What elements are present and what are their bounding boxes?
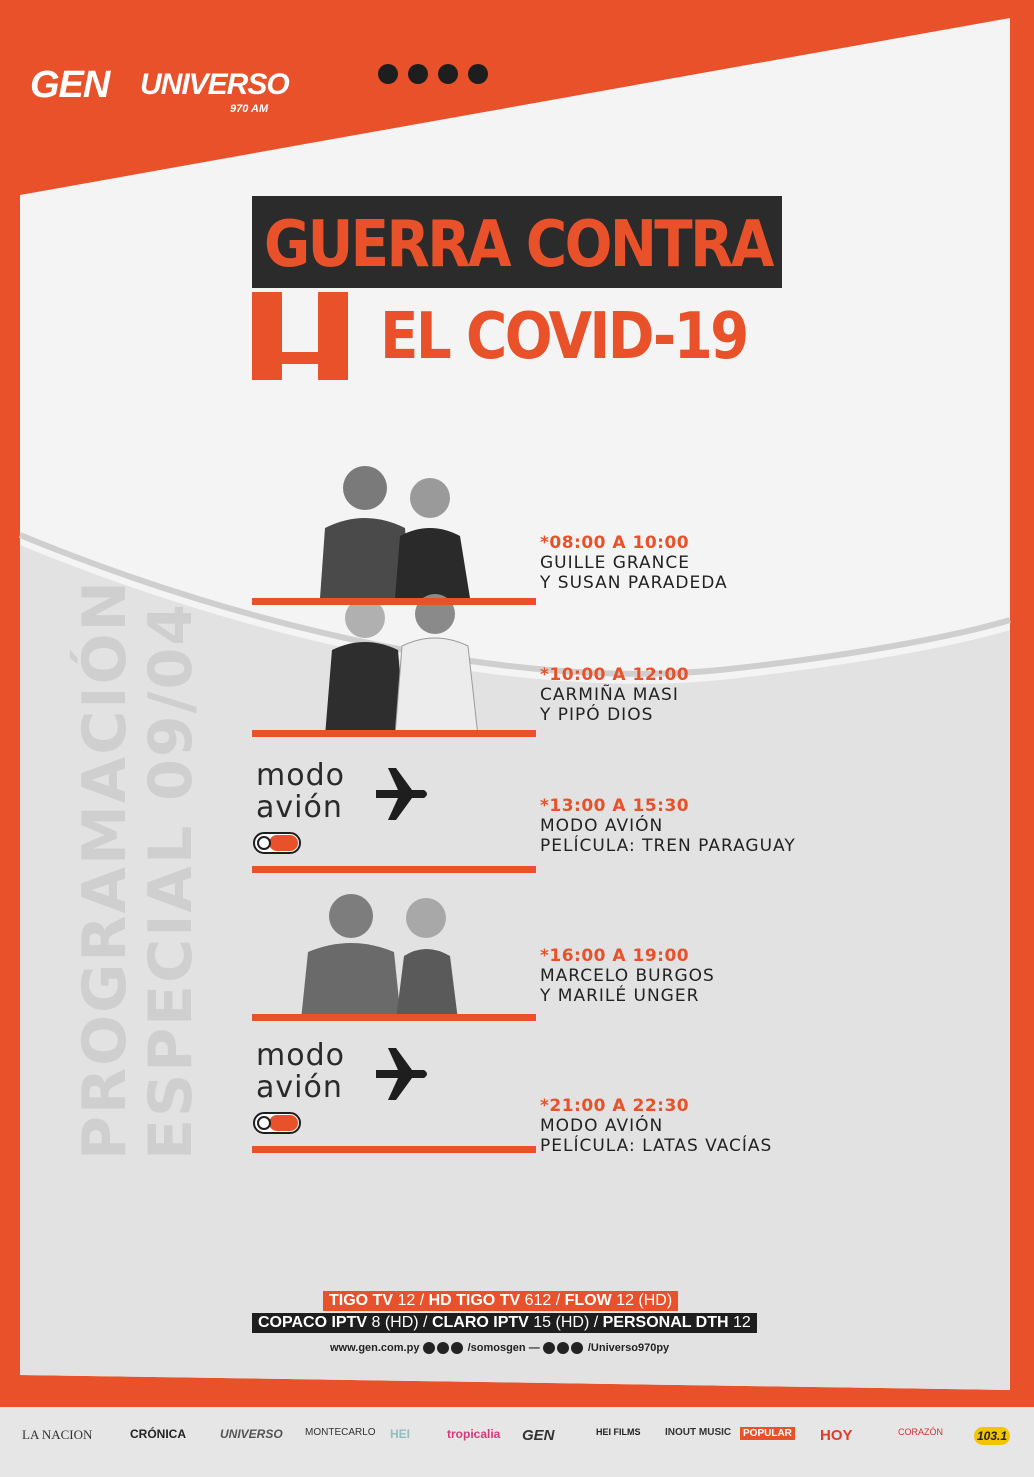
side-heading-line2: ESPECIAL 09/04: [136, 602, 206, 1160]
title-line-2: EL COVID-19: [380, 300, 747, 374]
facebook-icon[interactable]: [571, 1342, 583, 1354]
social-handle-2[interactable]: /Universo970py: [587, 1342, 670, 1354]
brand-hei: HEI: [390, 1427, 411, 1441]
side-heading: [72, 579, 204, 1160]
divider-bar-1: [252, 598, 536, 605]
youtube-icon[interactable]: [423, 1342, 435, 1354]
brand-hei-films: HEI FILMS: [596, 1427, 641, 1437]
schedule-slot-4: [540, 946, 940, 1006]
hosts-photo-2: [310, 588, 490, 736]
schedule-slot-1: [540, 533, 940, 593]
schedule-slot-5: [540, 1096, 940, 1156]
brand-inout-music: INOUT MUSIC: [665, 1427, 732, 1438]
channels-row-1: [323, 1291, 678, 1311]
divider-bar-2: [252, 730, 536, 737]
modo-avion-logo-2-line2: avión: [256, 1070, 343, 1105]
channel-number: 12: [728, 1314, 751, 1331]
toggle-icon: [253, 832, 301, 854]
modo-avion-logo-2-line1: modo: [256, 1038, 345, 1073]
brand-popular: POPULAR: [740, 1427, 795, 1440]
modo-avion-logo-1-line1: modo: [256, 758, 345, 793]
channels-row-2: [252, 1313, 757, 1333]
slot-line1: MARCELO BURGOS: [540, 966, 715, 986]
airplane-icon: [372, 1046, 430, 1102]
channel-name: COPACO IPTV: [258, 1314, 368, 1331]
brand-1031: 103.1: [974, 1427, 1010, 1445]
divider-bar-3: [252, 866, 536, 873]
slot-time: *08:00 A 10:00: [540, 533, 690, 553]
slot-line1: CARMIÑA MASI: [540, 685, 679, 705]
brand-hoy: HOY: [820, 1427, 853, 1444]
dots-decoration: [375, 60, 505, 90]
slot-line1: GUILLE GRANCE: [540, 553, 690, 573]
slot-line2: PELÍCULA: TREN PARAGUAY: [540, 836, 796, 856]
channel-number: 12 /: [393, 1292, 429, 1309]
airplane-icon: [372, 766, 430, 822]
hosts-photo-3: [296, 886, 486, 1020]
channel-number: 612 /: [520, 1292, 565, 1309]
slot-line2: Y SUSAN PARADEDA: [540, 573, 728, 593]
brand-universo: UNIVERSO: [220, 1427, 283, 1441]
gen-logo: GEN: [30, 64, 110, 106]
schedule-slot-3: [540, 796, 940, 856]
slot-time: *10:00 A 12:00: [540, 665, 690, 685]
channel-number: 15 (HD) /: [528, 1314, 603, 1331]
instagram-icon[interactable]: [437, 1342, 449, 1354]
modo-avion-logo-1: [256, 760, 345, 824]
channel-name: PERSONAL DTH: [602, 1314, 729, 1331]
divider-bar-4: [252, 1014, 536, 1021]
channel-name: CLARO IPTV: [431, 1314, 529, 1331]
brand-montecarlo: MONTECARLO: [305, 1427, 376, 1438]
social-handle-1[interactable]: /somosgen: [467, 1342, 526, 1354]
toggle-icon: [253, 1112, 301, 1134]
universo-band: 970 AM: [230, 103, 269, 115]
slot-line1: MODO AVIÓN: [540, 1116, 664, 1136]
channel-name: HD TIGO TV: [428, 1292, 521, 1309]
slot-line2: Y MARILÉ UNGER: [540, 986, 700, 1006]
brand-tropicalia: tropicalia: [447, 1427, 501, 1441]
side-heading-line1: PROGRAMACIÓN: [70, 579, 140, 1160]
modo-avion-logo-2: [256, 1040, 345, 1104]
brand-corazon: CORAZÓN: [898, 1427, 943, 1437]
title-line-1: GUERRA CONTRA: [264, 208, 772, 282]
plus-icon: [252, 292, 348, 380]
brand-cronica: CRÓNICA: [130, 1427, 186, 1441]
brand-la-nacion: LA NACION: [22, 1427, 93, 1442]
slot-line1: MODO AVIÓN: [540, 816, 664, 836]
youtube-icon[interactable]: [543, 1342, 555, 1354]
divider-bar-5: [252, 1146, 536, 1153]
social-line: [330, 1342, 669, 1354]
slot-line2: Y PIPÓ DIOS: [540, 705, 654, 725]
website-link[interactable]: www.gen.com.py: [330, 1342, 420, 1354]
modo-avion-logo-1-line2: avión: [256, 790, 343, 825]
separator: —: [528, 1342, 540, 1354]
footer-brands-strip: [0, 1407, 1034, 1477]
slot-time: *21:00 A 22:30: [540, 1096, 690, 1116]
facebook-icon[interactable]: [451, 1342, 463, 1354]
channel-number: 12 (HD): [611, 1292, 673, 1309]
brand-gen: GEN: [522, 1427, 555, 1444]
schedule-slot-2: [540, 665, 940, 725]
slot-line2: PELÍCULA: LATAS VACÍAS: [540, 1136, 773, 1156]
universo-logo: UNIVERSO: [140, 68, 289, 101]
channel-name: TIGO TV: [329, 1292, 393, 1309]
channel-name: FLOW: [564, 1292, 612, 1309]
hosts-photo-1: [300, 458, 480, 598]
channel-number: 8 (HD) /: [367, 1314, 432, 1331]
instagram-icon[interactable]: [557, 1342, 569, 1354]
slot-time: *13:00 A 15:30: [540, 796, 690, 816]
slot-time: *16:00 A 19:00: [540, 946, 690, 966]
